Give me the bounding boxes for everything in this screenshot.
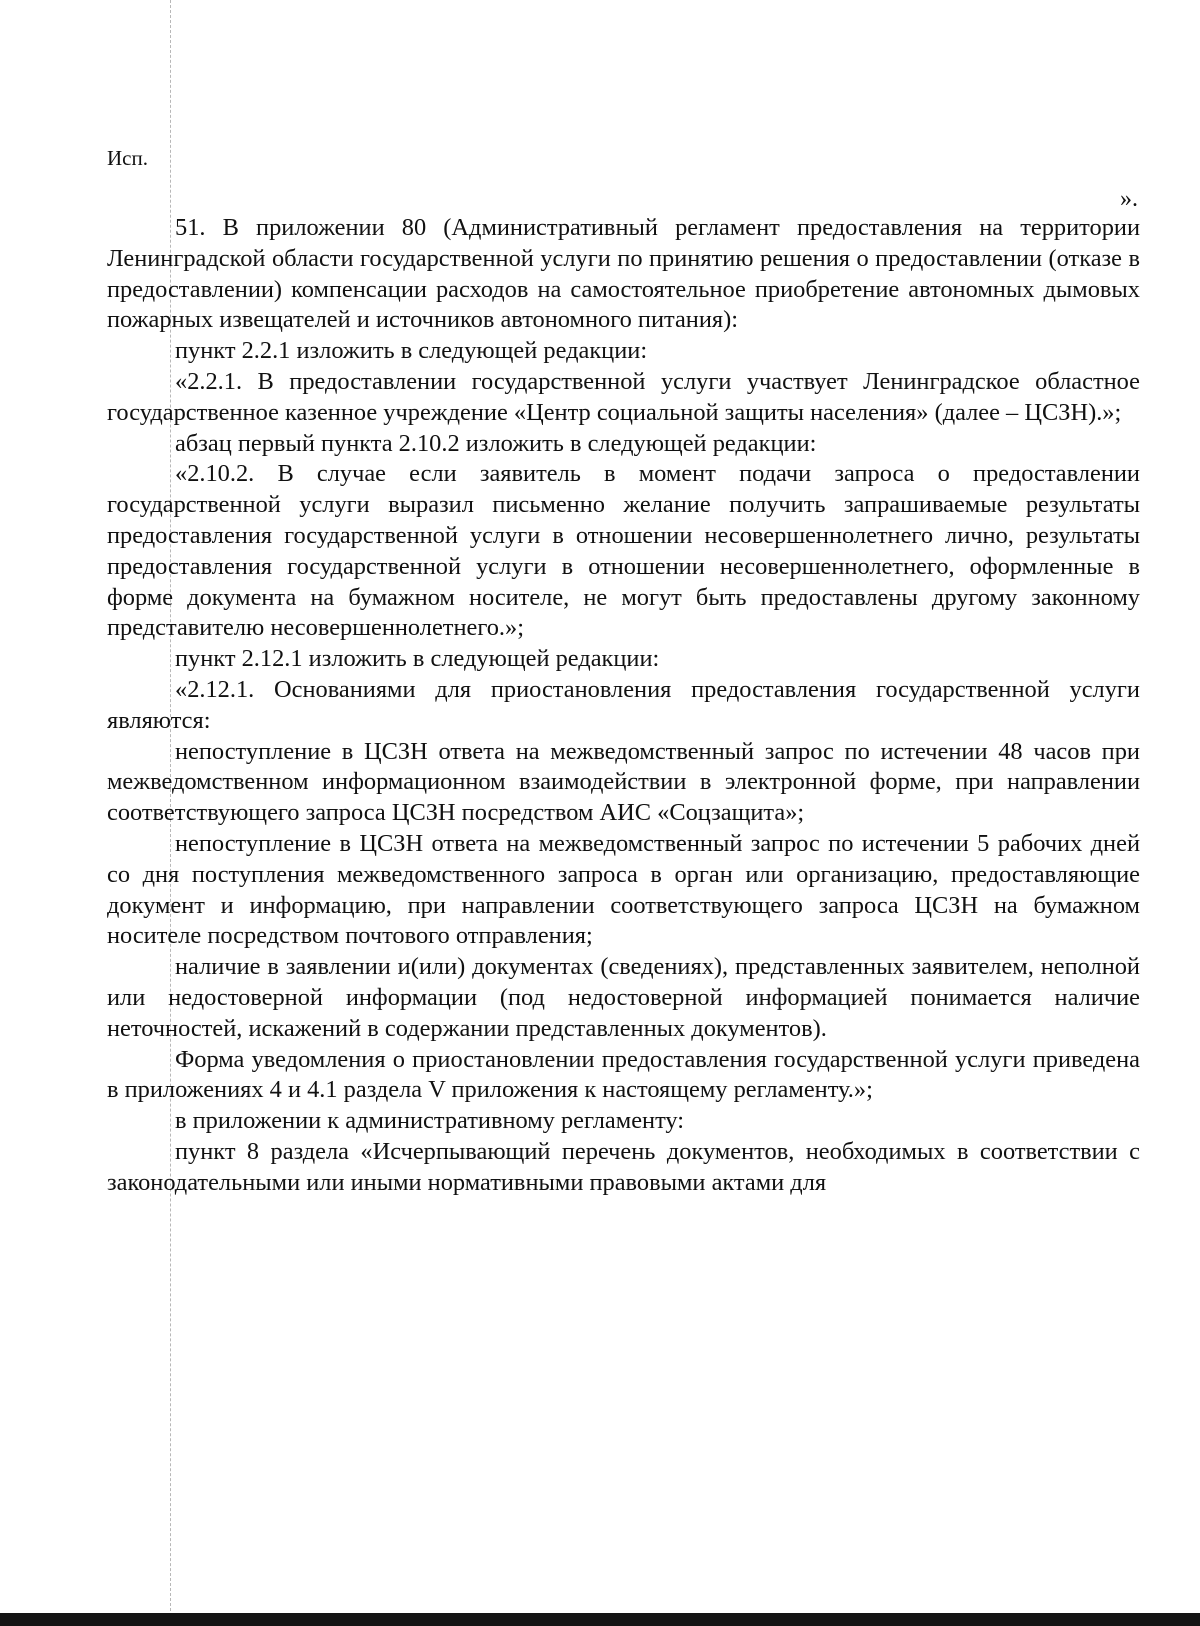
paragraph: «2.10.2. В случае если заявитель в момент подачи запроса о предоставлении государственной услуги выразил письменно желание получить запрашиваемые результаты предоставления государственной услуги в отношении несовершеннолетнего лично, результаты предоставления государственной услуги в отношении несовершеннолетнего, оформленные в форме документа на бумажном носителе, не могут быть предоставлены другому законному представителю несовершеннолетнего.»; [107,460,1140,642]
paragraph: в приложении к административному регламенту: [175,1107,685,1135]
paragraph: непоступление в ЦСЗН ответа на межведомственный запрос по истечении 5 рабочих дней со дня поступления межведомственного запроса в орган или организацию, предоставляющие документ и информацию, при направлении соответствующего запроса ЦСЗН на бумажном носителе посредством почтового отправления; [107,829,1140,950]
paragraph: непоступление в ЦСЗН ответа на межведомственный запрос по истечении 48 часов при межведомственном информационном взаимодействии в электронной форме, при направлении соответствующего запроса ЦСЗН посредством АИС «Соцзащита»; [107,737,1140,827]
paragraph: пункт 2.12.1 изложить в следующей редакции: [175,645,660,673]
document-body [107,213,1140,1199]
closing-quote-mark: ». [1120,186,1138,212]
paragraph: наличие в заявлении и(или) документах (сведениях), представленных заявителем, неполной или недостоверной информации (под недостоверной информацией понимается наличие неточностей, искажений в содержании представленных документов). [107,953,1140,1042]
scan-bottom-edge [0,1613,1200,1626]
paragraph-51-intro: 51. В приложении 80 (Административный регламент предоставления на территории Ленинградской области государственной услуги по принятию решения о предоставлении (отказе в предоставлении) компенсации расходов на самостоятельное приобретение автономных дымовых пожарных извещателей и источников автономного питания): [107,214,1140,334]
paragraph: пункт 8 раздела «Исчерпывающий перечень документов, необходимых в соответствии с законодательными или иными нормативными правовыми актами для [107,1137,1140,1196]
paragraph: «2.12.1. Основаниями для приостановления предоставления государственной услуги являются: [107,675,1140,734]
paragraph: «2.2.1. В предоставлении государственной услуги участвует Ленинградское областное государственное казенное учреждение «Центр социальной защиты населения» (далее – ЦСЗН).»; [107,367,1140,426]
paragraph: Форма уведомления о приостановлении предоставления государственной услуги приведена в приложениях 4 и 4.1 раздела V приложения к настоящему регламенту.»; [107,1045,1140,1104]
paragraph: абзац первый пункта 2.10.2 изложить в следующей редакции: [175,429,817,457]
paragraph: пункт 2.2.1 изложить в следующей редакции: [175,337,648,365]
executor-label: Исп. [107,146,148,170]
